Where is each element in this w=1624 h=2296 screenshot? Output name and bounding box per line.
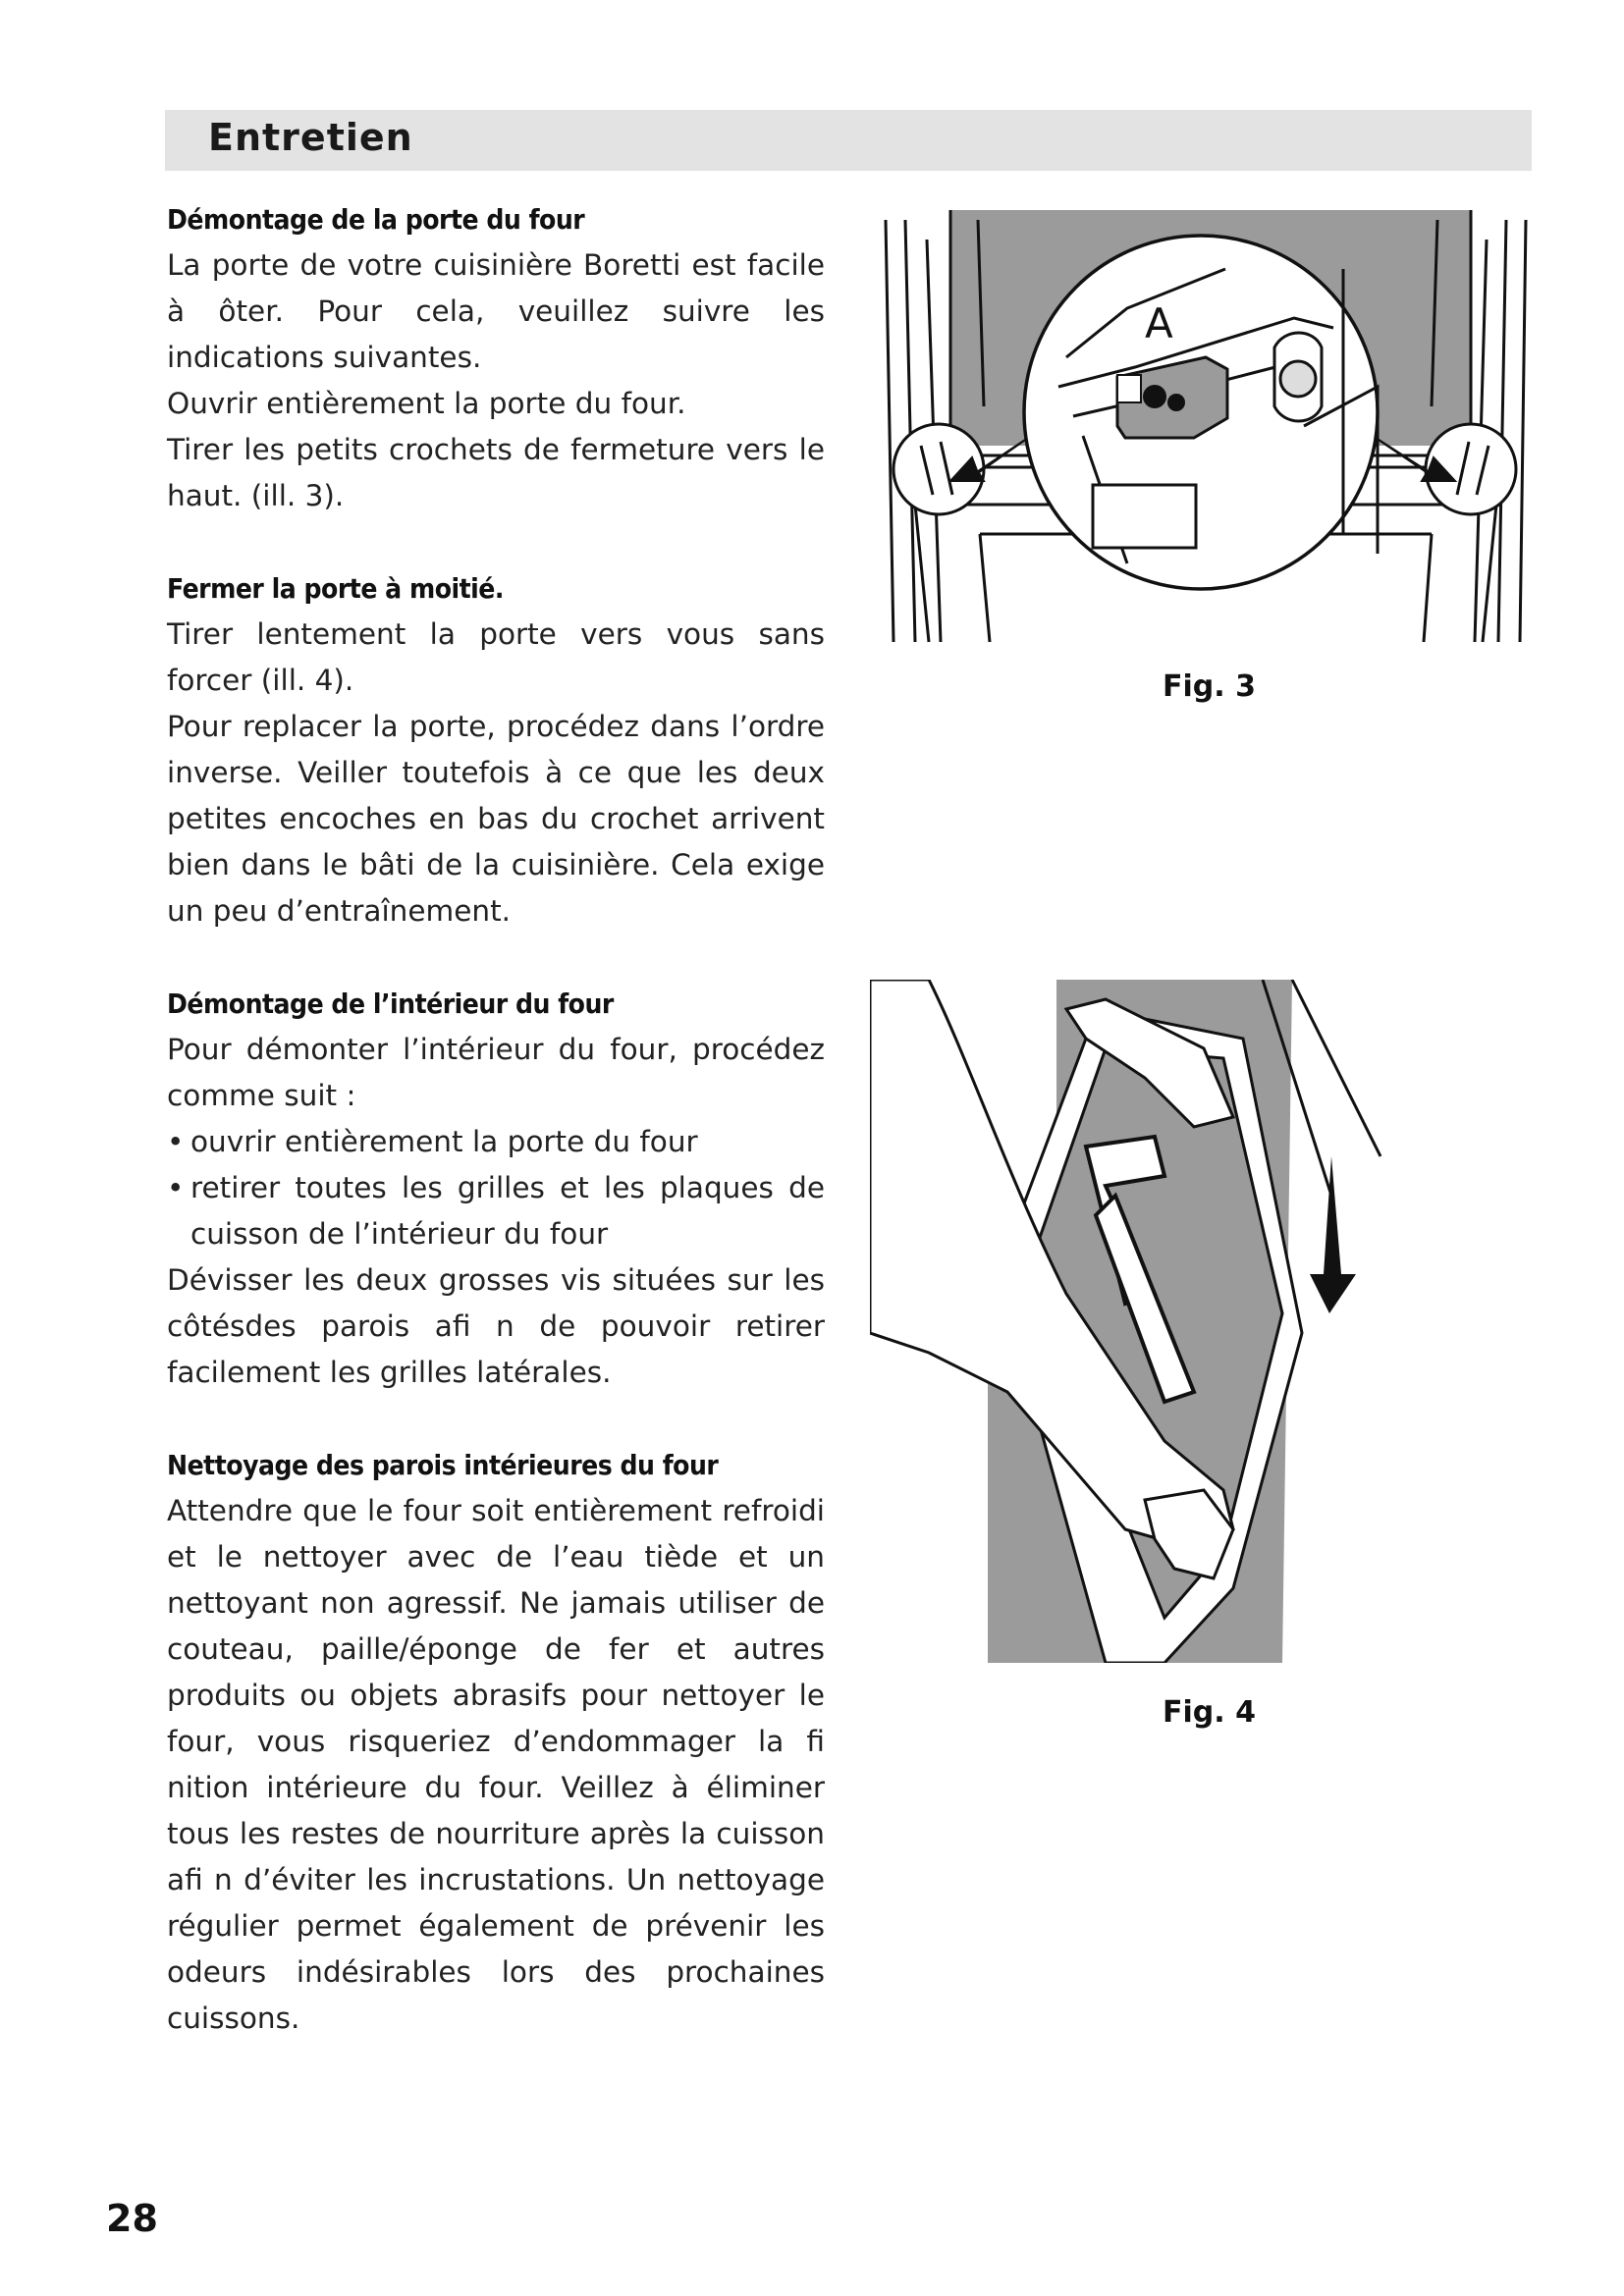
paragraph: Dévisser les deux grosses vis situées sur les côtésdes parois afi n de pouvoir retirer facilement les grilles latérales. bbox=[167, 1263, 825, 1389]
figure-3-hinge-illustration bbox=[882, 210, 1530, 662]
page-title: Entretien bbox=[208, 116, 413, 159]
list-item: • ouvrir entièrement la porte du four bbox=[167, 1119, 825, 1165]
paragraph: Attendre que le four soit entièrement refroidi et le nettoyer avec de l’eau tiède et un nettoyant non agressif. Ne jamais utiliser de couteau, paille/éponge de fer et autres produits ou objets abrasifs pour nettoyer le four, vous risqueriez d’endommager la fi nition intérieure du four. Veillez à éliminer tous les restes de nourriture après la cuisson afi n d’éviter les incrustations. Un nettoyage régulier permet également de prévenir les odeurs indésirables lors des prochaines cuissons. bbox=[167, 1494, 825, 2035]
section-heading: Démontage de la porte du four bbox=[167, 203, 585, 236]
figure-4-door-illustration bbox=[870, 980, 1406, 1663]
section-heading: Fermer la porte à moitié. bbox=[167, 572, 504, 605]
paragraph: Tirer lentement la porte vers vous sans forcer (ill. 4). bbox=[167, 617, 825, 697]
bullet-list bbox=[167, 1119, 825, 1257]
main-text-column bbox=[167, 196, 825, 2088]
list-item: • retirer toutes les grilles et les plaques de cuisson de l’intérieur du four bbox=[167, 1165, 825, 1257]
callout-label-a: A bbox=[1145, 299, 1173, 347]
section-interior-removal bbox=[167, 981, 825, 1396]
section-heading: Nettoyage des parois intérieures du four bbox=[167, 1449, 719, 1481]
paragraph: Pour replacer la porte, procédez dans l’ordre inverse. Veiller toutefois à ce que les deux petites encoches en bas du crochet arrivent bien dans le bâti de la cuisinière. Cela exige un peu d’entraînement. bbox=[167, 710, 825, 928]
page-number: 28 bbox=[106, 2197, 158, 2240]
figure-4-caption: Fig. 4 bbox=[1163, 1695, 1256, 1730]
section-interior-cleaning bbox=[167, 1442, 825, 2042]
paragraph: Ouvrir entièrement la porte du four. bbox=[167, 387, 686, 420]
paragraph: Pour démonter l’intérieur du four, procédez comme suit : bbox=[167, 1033, 825, 1112]
section-door-removal bbox=[167, 196, 825, 519]
paragraph: La porte de votre cuisinière Boretti est facile à ôter. Pour cela, veuillez suivre les indications suivantes. bbox=[167, 248, 825, 374]
section-half-close bbox=[167, 565, 825, 934]
section-header-bar bbox=[165, 110, 1532, 171]
section-heading: Démontage de l’intérieur du four bbox=[167, 988, 614, 1020]
figure-3-caption: Fig. 3 bbox=[1163, 669, 1256, 704]
paragraph: Tirer les petits crochets de fermeture vers le haut. (ill. 3). bbox=[167, 433, 825, 512]
